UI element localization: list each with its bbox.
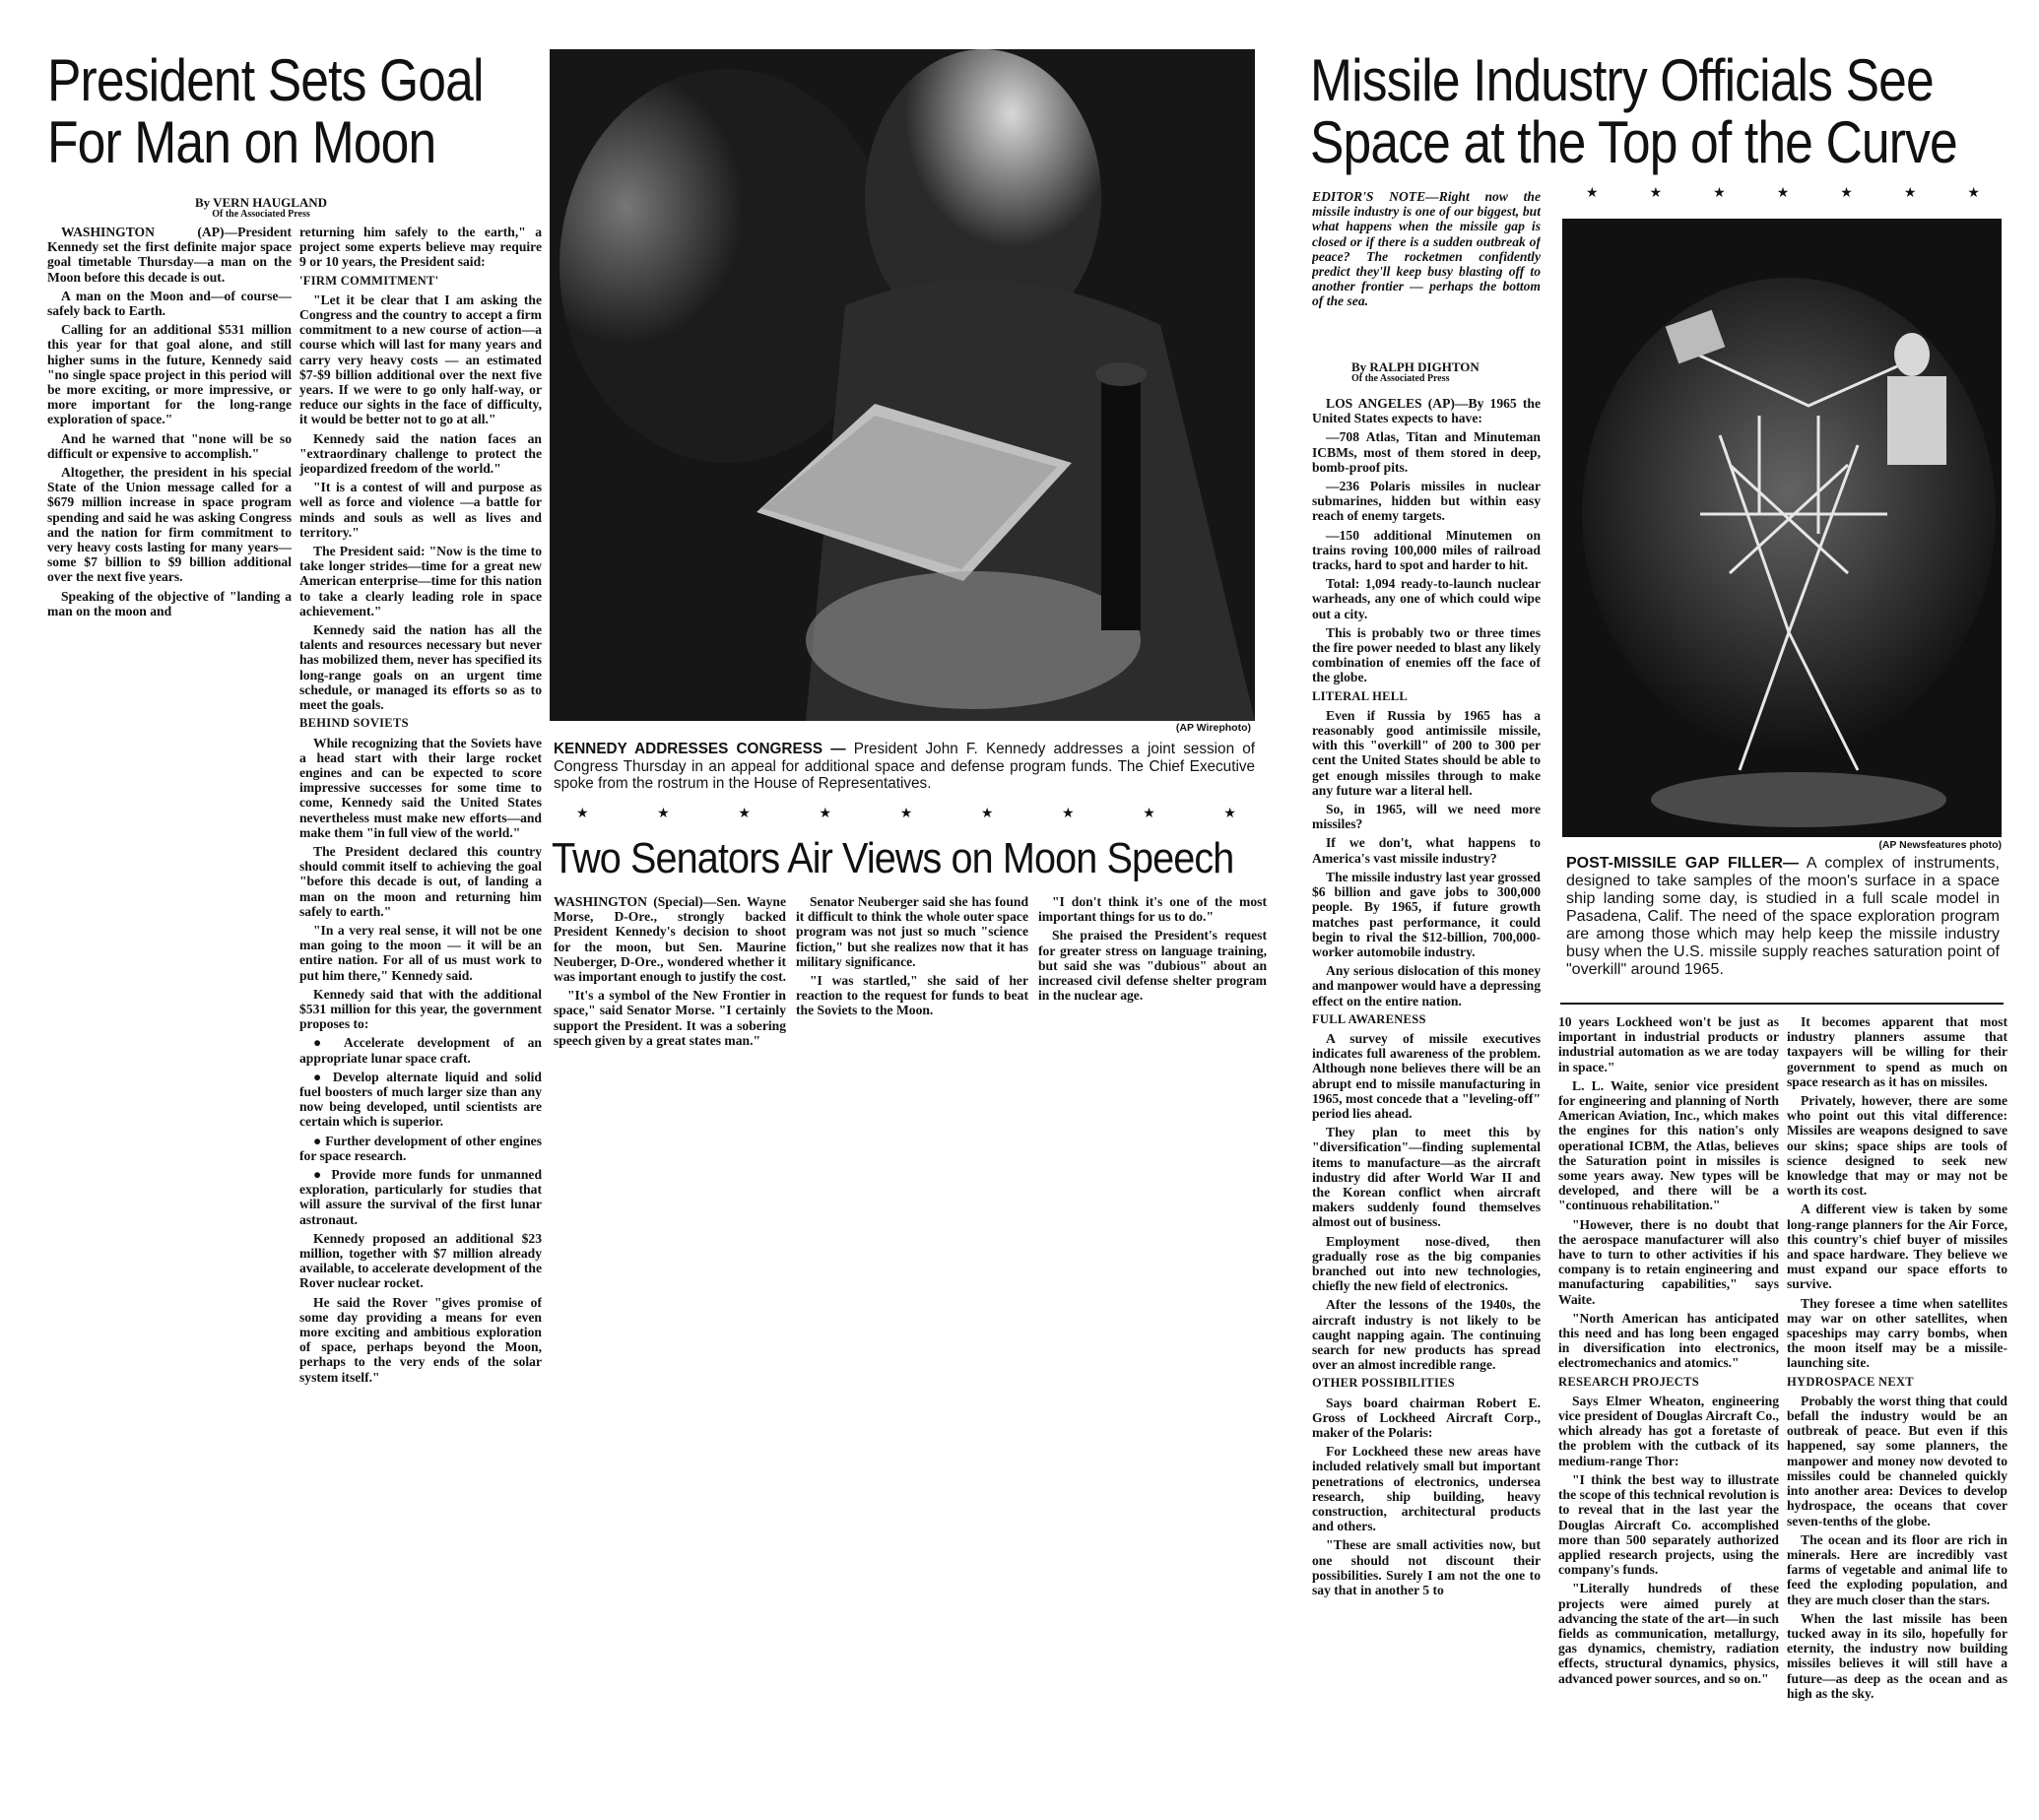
paragraph: "I don't think it's one of the most important things for us to do." bbox=[1038, 894, 1267, 925]
star-ornament: ★ bbox=[738, 806, 751, 821]
star-ornament: ★ bbox=[980, 806, 994, 821]
star-ornament: ★ bbox=[657, 806, 670, 821]
paragraph: A different view is taken by some long-range planners for the Air Force, this country's chief buyer of missiles and space hardware. They believe we must expand our space efforts to survive. bbox=[1787, 1202, 2007, 1292]
star-ornament: ★ bbox=[1062, 806, 1075, 821]
right-story-col-2 bbox=[1558, 1014, 1779, 1812]
paragraph: ● Further development of other engines for space research. bbox=[299, 1133, 542, 1163]
paragraph: "I think the best way to illustrate the scope of this technical revolution is to reveal that in the last year the Douglas Aircraft Co. accomplished more than 500 separately authorized applied research projects, using the company's funds. bbox=[1558, 1471, 1779, 1578]
paragraph: returning him safely to the earth," a project some experts believe may require 9 or 10 years, the President said: bbox=[299, 225, 542, 270]
paragraph: "In a very real sense, it will not be one man going to the moon — it will be an entire nation. For all of us must work to put him there," Kennedy said. bbox=[299, 922, 542, 983]
paragraph: Kennedy said the nation has all the talents and resources necessary but never has mobilized them, never has specified its long-range goals on an urgent time schedule, or managed its efforts so as to meet the goals. bbox=[299, 622, 542, 713]
paragraph: When the last missile has been tucked away in its silo, hopefully for eternity, the industry now building missiles believes it will still have a future—as deep as the ocean and as high as the sky. bbox=[1787, 1610, 2007, 1701]
paragraph: For Lockheed these new areas have included relatively small but important penetrations of electronics, undersea research, ship building, heavy construction, architectural products and others. bbox=[1312, 1444, 1541, 1534]
paragraph: The ocean and its floor are rich in minerals. Here are incredibly vast farms of vegetable and animal life to feed the exploding population, and they are much closer than the stars. bbox=[1787, 1531, 2007, 1607]
paragraph: He said the Rover "gives promise of some day providing a means for even more exciting and ambitious exploration of space, perhaps beyond the Moon, perhaps to the very ends of the solar system itself." bbox=[299, 1294, 542, 1385]
agency: Of the Associated Press bbox=[212, 209, 310, 220]
paragraph: They plan to meet this by "diversification"—finding suplemental items to manufacture—as the aircraft industry did after World War II and the Korean conflict when aircraft makers suddenly found themselves almost out of business. bbox=[1312, 1125, 1541, 1230]
paragraph: —150 additional Minutemen on trains roving 100,000 miles of railroad tracks, hard to spot and harder to hit. bbox=[1312, 527, 1541, 573]
paragraph: "These are small activities now, but one should not discount their possibilities. Surely I am not the one to say that in another 5 to bbox=[1312, 1537, 1541, 1598]
headline-line-1: Missile Industry Officials See bbox=[1310, 47, 1934, 113]
paragraph: The President said: "Now is the time to take longer strides—time for a great new American enterprise—time for this nation to take a clearly leading role in space achievement." bbox=[299, 544, 542, 618]
paragraph: Senator Neuberger said she has found it difficult to think the whole outer space program was not just so much "science fiction," but she realizes now that it has military significance. bbox=[796, 894, 1028, 969]
right-story-headline bbox=[1310, 49, 2019, 173]
right-story-col-3 bbox=[1787, 1014, 2007, 1812]
paragraph: Total: 1,094 ready-to-launch nuclear warheads, any one of which could wipe out a city. bbox=[1312, 576, 1541, 621]
caption-rule bbox=[1560, 1003, 2004, 1005]
lunar-model-photo-image bbox=[1562, 219, 2002, 837]
star-ornament: ★ bbox=[1713, 185, 1726, 201]
left-story-col-1 bbox=[47, 225, 292, 737]
subhead: RESEARCH PROJECTS bbox=[1558, 1374, 1699, 1389]
paragraph: ● Accelerate development of an appropriate lunar space craft. bbox=[299, 1035, 542, 1066]
paragraph: "North American has anticipated this need and has long been engaged in diversification into electronics, electromechanics and atomics." bbox=[1558, 1310, 1779, 1371]
star-ornament: ★ bbox=[1903, 185, 1917, 201]
kennedy-star-row bbox=[576, 806, 1236, 821]
star-ornament: ★ bbox=[1840, 185, 1853, 201]
agency: Of the Associated Press bbox=[1351, 373, 1450, 384]
paragraph: The President declared this country should commit itself to achieving the goal "before this decade is out, of landing a man on the moon and returning him safely to earth." bbox=[299, 843, 542, 919]
paragraph: "I was startled," she said of her reaction to the request for funds to beat the Soviets to the Moon. bbox=[796, 973, 1028, 1018]
star-ornament: ★ bbox=[1967, 185, 1980, 201]
paragraph: WASHINGTON (AP)—President Kennedy set the first definite major space goal timetable Thursday—a man on the Moon before this decade is out. bbox=[47, 225, 292, 285]
paragraph: —708 Atlas, Titan and Minuteman ICBMs, most of them stored in deep, bomb-proof pits. bbox=[1312, 429, 1541, 475]
paragraph: It becomes apparent that most industry planners assume that taxpayers will be willing for their government to spend as much on space research as it has on missiles. bbox=[1787, 1014, 2007, 1089]
star-ornament: ★ bbox=[1223, 806, 1236, 821]
star-ornament: ★ bbox=[576, 806, 589, 821]
lunar-photo-caption bbox=[1566, 855, 2000, 979]
headline-line-2: Space at the Top of the Curve bbox=[1310, 109, 1957, 175]
right-story-col-1 bbox=[1312, 396, 1541, 1814]
paragraph: Employment nose-dived, then gradually rose as the big companies branched out into new technologies, chiefly the new field of electronics. bbox=[1312, 1233, 1541, 1294]
paragraph: Calling for an additional $531 million this year for that goal alone, and still higher sums in the future, Kennedy said "no single space project in this period will be more exciting, or more impressive, or more important for the long-range exploration of space." bbox=[47, 322, 292, 427]
paragraph: Any serious dislocation of this money and manpower would have a depressing effect on the entire nation. bbox=[1312, 963, 1541, 1008]
lunar-model-photo bbox=[1562, 219, 2002, 837]
subhead: HYDROSPACE NEXT bbox=[1787, 1374, 1914, 1389]
paragraph: "However, there is no doubt that the aerospace manufacturer will also have to turn to other activities if his company is to retain engineering and manufacturing capabilities," says Waite. bbox=[1558, 1216, 1779, 1307]
subhead: OTHER POSSIBILITIES bbox=[1312, 1376, 1455, 1391]
paragraph: Says Elmer Wheaton, engineering vice president of Douglas Aircraft Co., which already has got a foretaste of the problem with the cutback of its medium-range Thor: bbox=[1558, 1393, 1779, 1468]
star-ornament: ★ bbox=[1586, 185, 1599, 201]
star-ornament: ★ bbox=[819, 806, 832, 821]
senators-story-headline-block bbox=[552, 835, 1261, 882]
paragraph: Even if Russia by 1965 has a reasonably good antimissile missile, with this "overkill" of 200 to 300 per cent the United States should be able to get enough missiles through to make any future war a literal hell. bbox=[1312, 707, 1541, 798]
kennedy-photo bbox=[550, 49, 1255, 721]
kennedy-photo-credit: (AP Wirephoto) bbox=[1175, 722, 1251, 734]
senators-col-2 bbox=[796, 894, 1028, 1111]
caption-text: A complex of instruments, designed to take samples of the moon's surface in a space ship landing some day, is studied in a full scale model in Pasadena, Calif. The need of the space exploration program are among those which may help keep the missile industry busy when the U.S. missile supply reaches saturation point of "overkill" around 1965. bbox=[1566, 855, 2000, 978]
paragraph: A survey of missile executives indicates full awareness of the problem. Although none believes there will be an abrupt end to missile manufacturing in 1965, most concede that a "leveling-off" period lies ahead. bbox=[1312, 1030, 1541, 1121]
editors-note bbox=[1312, 189, 1541, 347]
headline-line-2: For Man on Moon bbox=[47, 109, 436, 175]
paragraph: Altogether, the president in his special State of the Union message called for a $679 million increase in space program spending and said he was asking Congress and the nation for firm commitment to very heavy costs lasting for many years—some $7 billion to $9 billion additional over the next five years. bbox=[47, 465, 292, 585]
kennedy-photo-image bbox=[550, 49, 1255, 721]
star-ornament: ★ bbox=[899, 806, 913, 821]
editors-note-text: EDITOR'S NOTE—Right now the missile industry is one of our biggest, but what happens when the missile gap is closed or if there is a sudden outbreak of peace? The rocketmen confidently predict they'll keep busy blasting off to another frontier — perhaps the bottom of the sea. bbox=[1312, 189, 1541, 309]
paragraph: L. L. Waite, senior vice president for engineering and planning of North American Aviation, Inc., which makes the engines for this nation's only operational ICBM, the Atlas, believes the Saturation point in missiles is some years away. New types will be developed, and there will be a "continuous rehabilitation." bbox=[1558, 1077, 1779, 1213]
paragraph: While recognizing that the Soviets have a head start with their large rocket engines and can be expected to score impressive successes for some time to come, Kennedy said the United States nevertheless must make new efforts—and make them "in full view of the world." bbox=[299, 735, 542, 840]
caption-lead: POST-MISSILE GAP FILLER— bbox=[1566, 855, 1799, 872]
lunar-photo-credit: (AP Newsfeatures photo) bbox=[1878, 839, 2002, 851]
senators-col-1 bbox=[554, 894, 786, 1111]
paragraph: LOS ANGELES (AP)—By 1965 the United States expects to have: bbox=[1312, 396, 1541, 426]
paragraph: She praised the President's request for greater stress on language training, but said she was "dubious" about an increased civil defense shelter program in the nuclear age. bbox=[1038, 928, 1267, 1004]
subhead: BEHIND SOVIETS bbox=[299, 716, 409, 731]
senators-headline: Two Senators Air Views on Moon Speech bbox=[552, 834, 1234, 882]
paragraph: This is probably two or three times the fire power needed to blast any likely combination of enemies off the face of the globe. bbox=[1312, 624, 1541, 685]
headline-line-1: President Sets Goal bbox=[47, 47, 484, 113]
caption-text: President John F. Kennedy addresses a joint session of Congress Thursday in an appeal for additional space and defense program funds. The Chief Executive spoke from the rostrum in the House of Representatives. bbox=[554, 741, 1256, 792]
paragraph: ● Develop alternate liquid and solid fuel boosters of much larger size than any now being developed, until scientists are certain which is superior. bbox=[299, 1069, 542, 1130]
paragraph: Kennedy said that with the additional $531 million for this year, the government proposes to: bbox=[299, 986, 542, 1032]
paragraph: "Literally hundreds of these projects were aimed purely at advancing the state of the art—in such fields as communication, metallurgy, gas dynamics, chemistry, radiation effects, structural dynamics, physics, advanced power sources, and so on." bbox=[1558, 1581, 1779, 1686]
paragraph: "Let it be clear that I am asking the Congress and the country to accept a firm commitment to a new course of action—a course which will last for many years and carry very heavy costs — an estimated $7-$9 billion additional over the next five years. If we were to go only half-way, or reduce our sights in the face of difficulty, it would be better not to go at all." bbox=[299, 292, 542, 427]
star-ornament: ★ bbox=[1649, 185, 1663, 201]
paragraph: Kennedy said the nation faces an "extraordinary challenge to protect the jeopardized freedom of the world." bbox=[299, 430, 542, 477]
paragraph: WASHINGTON (Special)—Sen. Wayne Morse, D-Ore., strongly backed President Kennedy's decision to shoot for the moon, but Sen. Maurine Neuberger, D-Ore., wondered whether it was important enough to justify the cost. bbox=[554, 894, 786, 985]
paragraph: If we don't, what happens to America's vast missile industry? bbox=[1312, 835, 1541, 866]
right-byline-block bbox=[1312, 359, 1541, 384]
left-byline-block bbox=[99, 195, 424, 220]
byline: By RALPH DIGHTON bbox=[1351, 359, 1480, 374]
paragraph: Privately, however, there are some who point out this vital difference: Missiles are weapons designed to save our skins; space ships are tools of science designed to seek new knowledge that may or may not be worth its cost. bbox=[1787, 1093, 2007, 1199]
left-story-headline bbox=[47, 49, 540, 173]
paragraph: "It is a contest of will and purpose as well as force and violence —a battle for minds and souls as well as lives and territory." bbox=[299, 480, 542, 540]
paragraph: So, in 1965, will we need more missiles? bbox=[1312, 802, 1541, 832]
right-star-row bbox=[1586, 185, 1980, 201]
paragraph: After the lessons of the 1940s, the aircraft industry is not likely to be caught napping again. The continuing search for new products has spread over an almost incredible range. bbox=[1312, 1297, 1541, 1373]
left-story-col-2 bbox=[299, 225, 542, 1820]
paragraph: A man on the Moon and—of course—safely back to Earth. bbox=[47, 288, 292, 319]
senators-col-3 bbox=[1038, 894, 1267, 1111]
paragraph: 10 years Lockheed won't be just as important in industrial products or industrial automation as we are today in space." bbox=[1558, 1014, 1779, 1074]
paragraph: The missile industry last year grossed $6 billion and gave jobs to 300,000 people. By 1965, if future growth matches past performance, it could begin to rival the $12-billion, 700,000-worker automobile industry. bbox=[1312, 869, 1541, 959]
paragraph: Speaking of the objective of "landing a man on the moon and bbox=[47, 588, 292, 618]
subhead: FULL AWARENESS bbox=[1312, 1011, 1426, 1026]
paragraph: —236 Polaris missiles in nuclear submarines, hidden but within easy reach of enemy targets. bbox=[1312, 479, 1541, 524]
paragraph: Probably the worst thing that could befall the industry would be an outbreak of peace. But even if this happened, say some planners, the manpower and money now devoted to missiles could be channeled quickly into another area: Devices to develop hydrospace, the oceans that cover seven-tenths of the globe. bbox=[1787, 1393, 2007, 1528]
subhead: LITERAL HELL bbox=[1312, 688, 1409, 703]
star-ornament: ★ bbox=[1143, 806, 1155, 821]
caption-lead: KENNEDY ADDRESSES CONGRESS — bbox=[554, 741, 846, 757]
paragraph: Says board chairman Robert E. Gross of Lockheed Aircraft Corp., maker of the Polaris: bbox=[1312, 1395, 1541, 1440]
kennedy-photo-caption bbox=[554, 741, 1255, 793]
paragraph: "It's a symbol of the New Frontier in space," said Senator Morse. "I certainly support the President. It was a sobering speech given by a great states man." bbox=[554, 988, 786, 1048]
paragraph: And he warned that "none will be so difficult or expensive to accomplish." bbox=[47, 430, 292, 461]
paragraph: ● Provide more funds for unmanned exploration, particularly for studies that will assure the survival of the first lunar astronaut. bbox=[299, 1166, 542, 1227]
subhead: 'FIRM COMMITMENT' bbox=[299, 273, 439, 288]
paragraph: They foresee a time when satellites may war on other satellites, when spaceships may carry bombs, when the moon itself may be a missile-launching site. bbox=[1787, 1295, 2007, 1371]
paragraph: Kennedy proposed an additional $23 million, together with $7 million already available, to accelerate development of the Rover nuclear rocket. bbox=[299, 1230, 542, 1291]
byline: By VERN HAUGLAND bbox=[194, 195, 328, 210]
star-ornament: ★ bbox=[1776, 185, 1790, 201]
